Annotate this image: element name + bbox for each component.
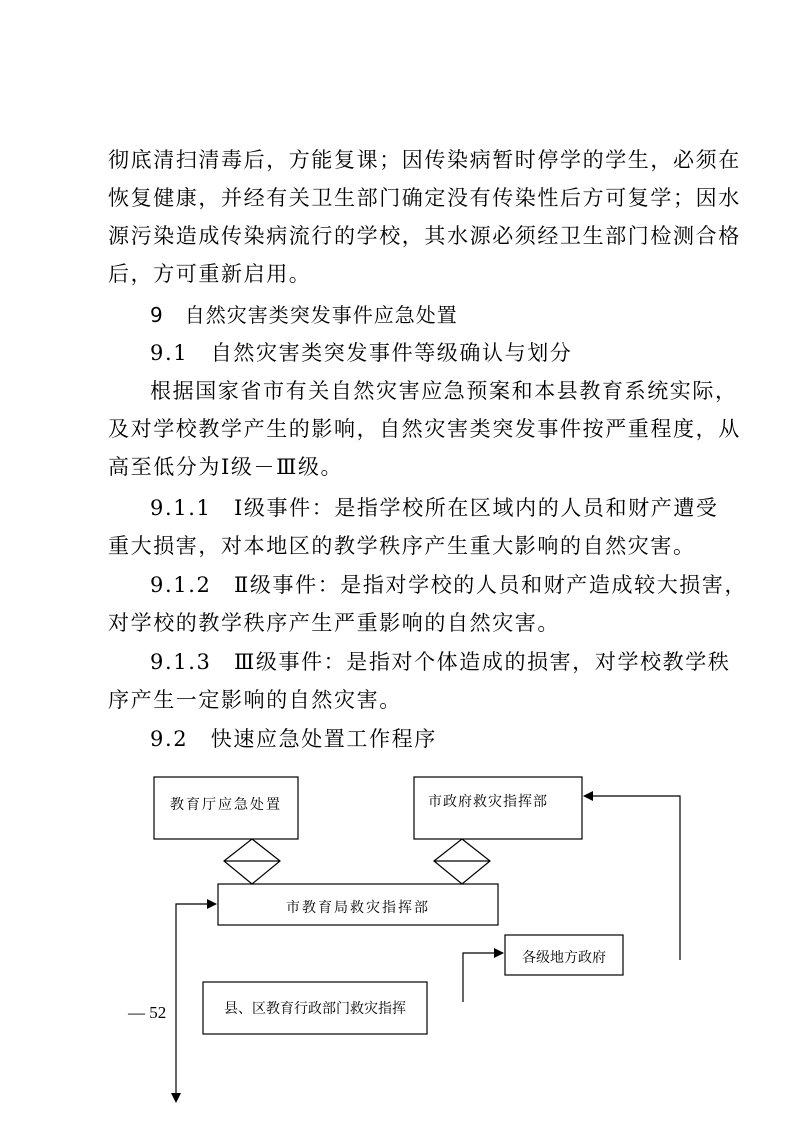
para-9-1-line-1: 根据国家省市有关自然灾害应急预案和本县教育系统实际， <box>150 379 738 403</box>
item-9-1-2-line-1: 9.1.2 Ⅱ级事件：是指对学校的人员和财产造成较大损害， <box>150 573 748 597</box>
box-city-gov-label: 市政府救灾指挥部 <box>428 794 548 810</box>
section-heading-9-2: 9.2 快速应急处置工作程序 <box>150 727 437 751</box>
item-9-1-3-line-1: 9.1.3 Ⅲ级事件：是指对个体造成的损害，对学校教学秩 <box>150 650 731 674</box>
connector-to-local-gov <box>463 953 503 1002</box>
box-city-edu-bureau-label: 市教育局救灾指挥部 <box>286 900 430 916</box>
item-9-1-1-line-2: 重大损害，对本地区的教学秩序产生重大影响的自然灾害。 <box>108 534 696 558</box>
box-education-dept-label: 教育厅应急处置 <box>170 797 282 813</box>
body-line-4: 后，方可重新启用。 <box>108 262 312 286</box>
item-9-1-1-line-1: 9.1.1 Ⅰ级事件：是指学校所在区域内的人员和财产遭受 <box>150 496 719 520</box>
box-local-gov-label: 各级地方政府 <box>522 950 606 966</box>
para-9-1-line-2: 及对学校教学产生的影响，自然灾害类突发事件按严重程度，从 <box>108 417 741 441</box>
section-heading-9-1: 9.1 自然灾害类突发事件等级确认与划分 <box>150 341 573 365</box>
section-heading-9: 9 自然灾害类突发事件应急处置 <box>150 303 458 327</box>
item-9-1-3-line-2: 序产生一定影响的自然灾害。 <box>108 688 402 712</box>
body-line-3: 源污染造成传染病流行的学校，其水源必须经卫生部门检测合格 <box>108 224 741 248</box>
box-county-edu-label: 县、区教育行政部门救灾指挥 <box>224 1001 406 1017</box>
body-line-2: 恢复健康，并经有关卫生部门确定没有传染性后方可复学；因水 <box>108 186 741 210</box>
para-9-1-line-3: 高至低分为Ⅰ级－Ⅲ级。 <box>108 455 344 479</box>
body-line-1: 彻底清扫清毒后，方能复课；因传染病暂时停学的学生，必须在 <box>108 148 741 172</box>
item-9-1-2-line-2: 对学校的教学秩序产生严重影响的自然灾害。 <box>108 611 560 635</box>
diamond-left <box>224 839 280 884</box>
page-number: — 52 <box>128 1003 167 1022</box>
diamond-right <box>434 839 490 884</box>
